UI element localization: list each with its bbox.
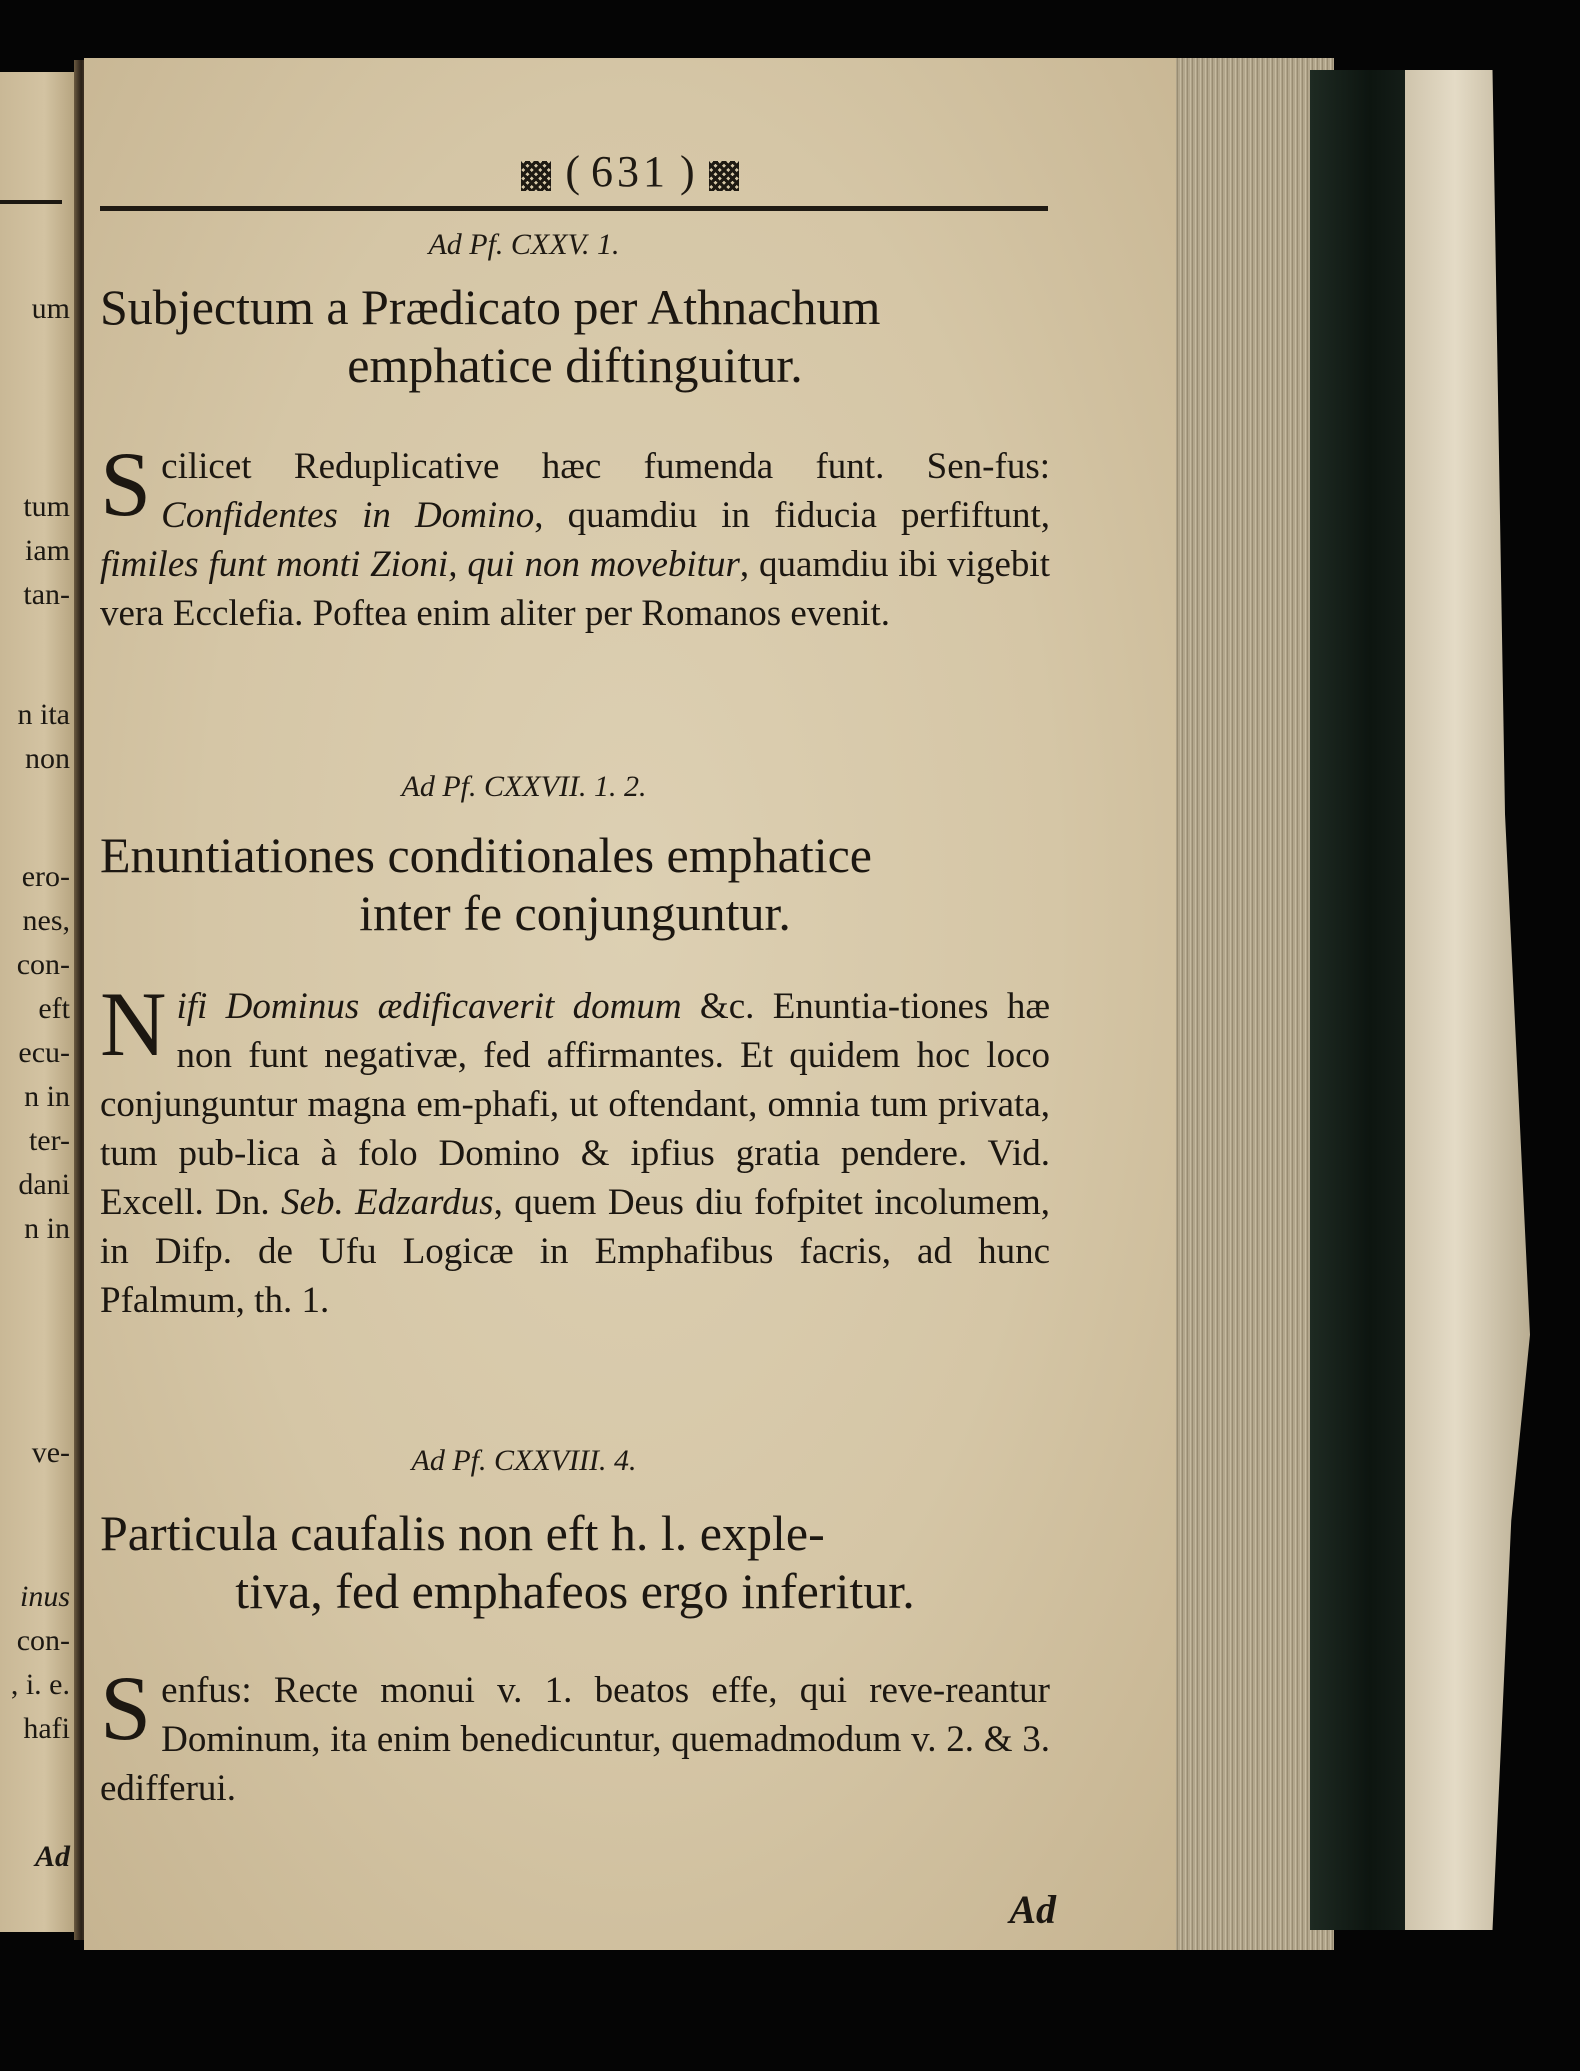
body-text: &c. Enuntia-tiones hæ non funt negativæ, fed affirmantes. Et quidem hoc loco conjunguntur magna em-phafi, ut oftendant, omnia tum privata, tum pub-lica à folo Domino & ipfius gratia pendere. Vid. Excell. Dn. — [100, 986, 1050, 1223]
body-italic: ifi Dominus ædificaverit domum — [176, 986, 682, 1027]
body-text: , quamdiu ibi vigebit vera Ecclefia. Poftea enim aliter per Romanos evenit. — [100, 544, 1050, 634]
drop-cap: N — [100, 973, 167, 1075]
left-fragment: tan- — [23, 578, 70, 611]
body-text: , quamdiu in fiducia perfiftunt, — [534, 495, 1050, 536]
previous-page-fragment — [0, 72, 74, 1932]
section-heading — [100, 826, 1050, 942]
section-body — [100, 973, 1050, 1325]
running-head — [84, 146, 1176, 206]
heading-line: emphatice diftinguitur. — [347, 337, 803, 393]
section-reference: Ad Pf. CXXV. 1. — [428, 228, 620, 261]
vellum-cover-edge — [1405, 70, 1530, 1930]
section-reference: Ad Pf. CXXVII. 1. 2. — [401, 770, 647, 803]
section-body — [100, 433, 1050, 638]
left-fragment: hafi — [23, 1712, 70, 1745]
left-fragment: n in — [24, 1080, 70, 1113]
heading-line: Subjectum a Prædicato per Athnachum — [100, 279, 881, 335]
body-italic: Confidentes in Domino — [161, 495, 535, 536]
body-text: enfus: Recte monui v. 1. beatos effe, qui reve-reantur Dominum, ita enim benedicuntur, quemadmodum v. 2. & 3. edifferui. — [100, 1670, 1050, 1809]
drop-cap: S — [100, 1657, 152, 1759]
left-fragment: eft — [38, 992, 70, 1025]
section-heading — [100, 1504, 1050, 1620]
left-fragment: tum — [23, 490, 70, 523]
body-text: , quem Deus diu fofpitet incolumem, in Difp. de Ufu Logicæ in Emphafibus facris, ad hunc Pfalmum, th. 1. — [100, 1182, 1050, 1321]
left-fragment: inus — [19, 1580, 70, 1613]
left-fragment: con- — [16, 1624, 70, 1657]
body-italic: fimiles funt monti Zioni, qui non movebitur — [100, 544, 740, 585]
left-fragment: con- — [16, 948, 70, 981]
heading-line: Particula caufalis non eft h. l. exple- — [100, 1505, 825, 1561]
heading-line: tiva, fed emphafeos ergo inferitur. — [235, 1563, 915, 1619]
left-fragment: nes, — [22, 904, 70, 937]
right-paren: ) — [680, 147, 695, 196]
ornament-icon — [521, 161, 551, 191]
left-fragment: non — [25, 742, 70, 775]
left-fragment: , i. e. — [10, 1668, 70, 1701]
ornament-icon — [709, 161, 739, 191]
left-fragment: ecu- — [18, 1036, 70, 1069]
section-body — [100, 1657, 1050, 1813]
left-fragment: dani — [18, 1168, 70, 1201]
left-fragment: n ita — [17, 698, 70, 731]
left-fragment: n in — [24, 1212, 70, 1245]
left-fragment: ter- — [28, 1124, 70, 1157]
head-rule — [100, 206, 1048, 211]
heading-line: inter fe conjunguntur. — [359, 885, 791, 941]
heading-line: Enuntiationes conditionales emphatice — [100, 827, 872, 883]
page-number: 631 — [591, 147, 669, 196]
section-heading — [100, 278, 1050, 394]
left-fragment: ve- — [31, 1436, 70, 1469]
left-fragment: iam — [25, 534, 70, 567]
drop-cap: S — [100, 433, 152, 535]
body-text: cilicet Reduplicative hæc fumenda funt. Sen-fus: — [161, 446, 1050, 487]
left-paren: ( — [565, 147, 580, 196]
catchword: Ad — [1009, 1887, 1056, 1932]
left-fragment: um — [31, 292, 70, 325]
body-italic: Seb. Edzardus — [281, 1182, 494, 1223]
left-page-rule — [0, 200, 62, 204]
section-reference: Ad Pf. CXXVIII. 4. — [411, 1444, 637, 1477]
left-fragment: Ad — [34, 1840, 70, 1873]
page-631 — [84, 58, 1176, 1950]
left-fragment: ero- — [21, 860, 70, 893]
